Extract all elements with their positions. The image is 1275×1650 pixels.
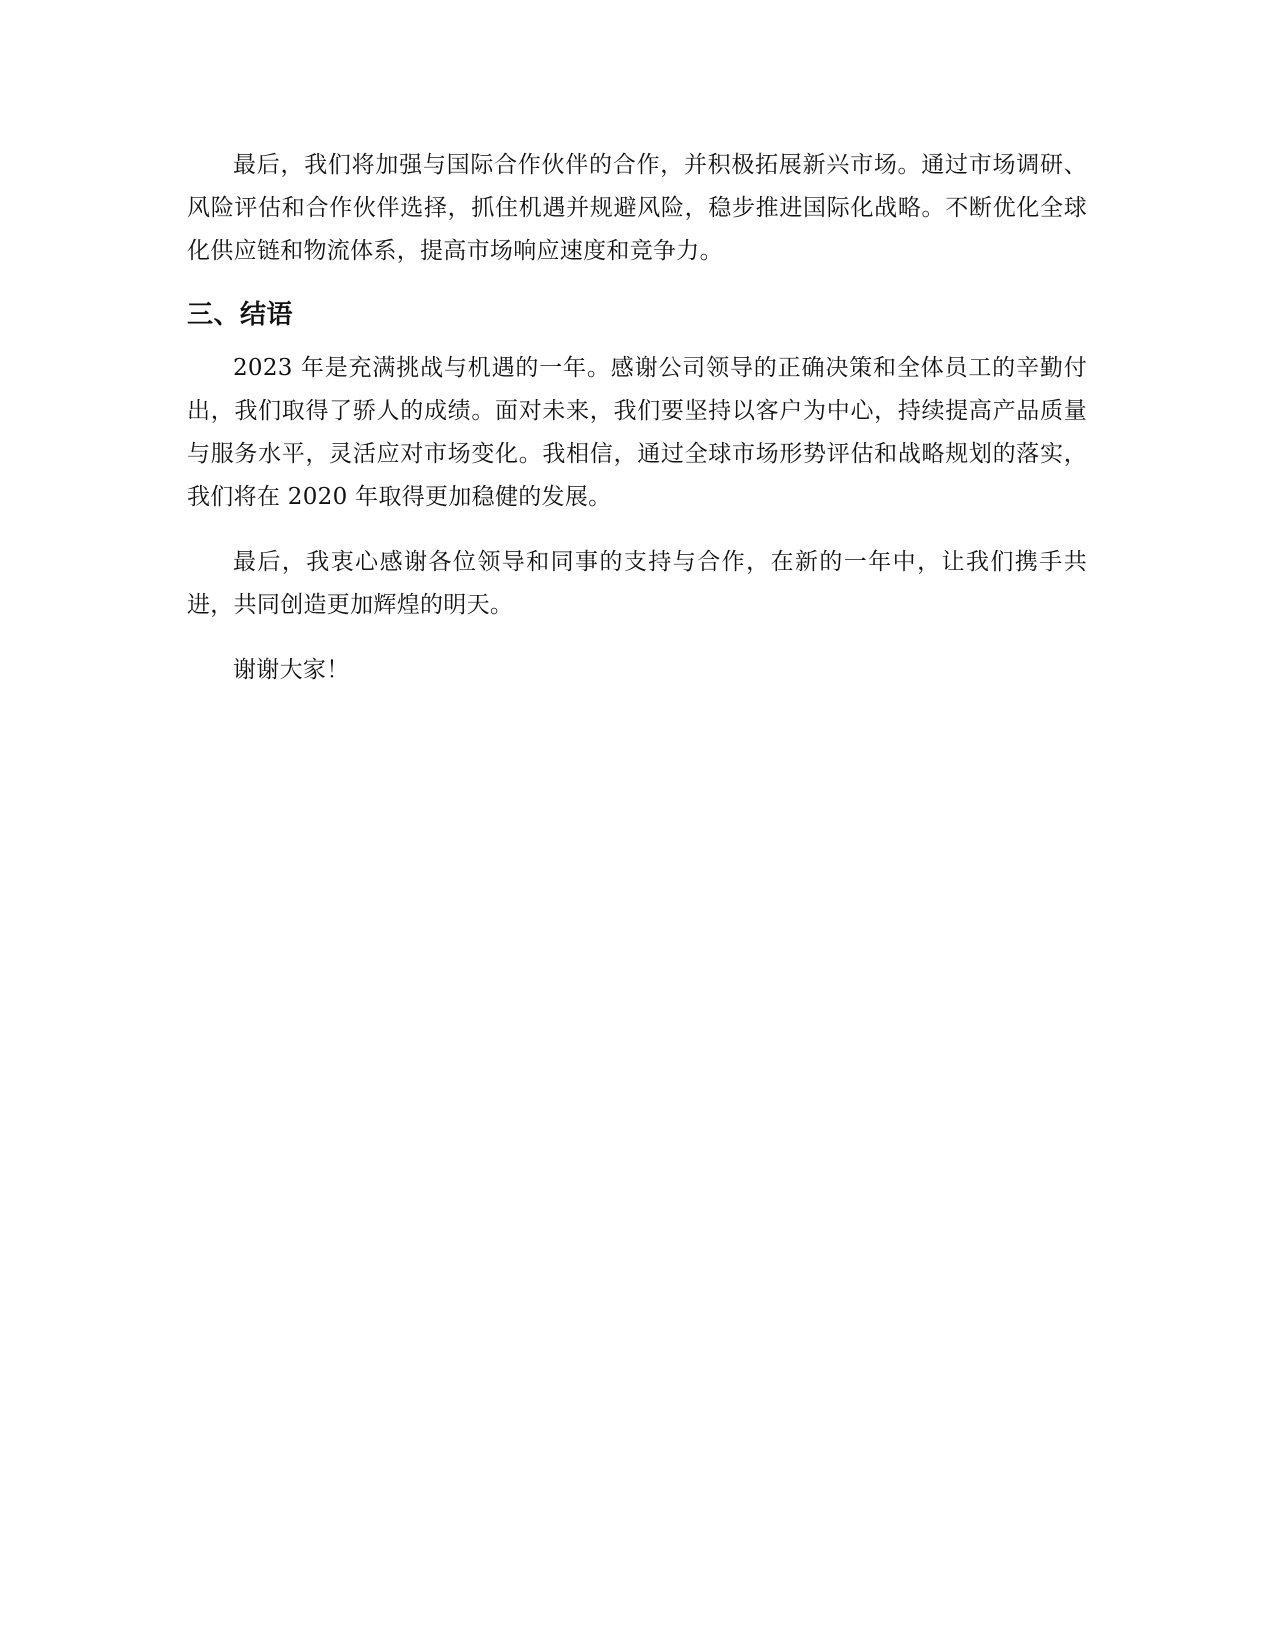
section-heading-conclusion: 三、结语 bbox=[187, 300, 294, 330]
paragraph-thanks: 最后，我衷心感谢各位领导和同事的支持与合作，在新的一年中，让我们携手共进，共同创造更加辉煌的明天。 bbox=[187, 549, 1087, 618]
paragraph-year-summary: 2023 年是充满挑战与机遇的一年。感谢公司领导的正确决策和全体员工的辛勤付出，我们取得了骄人的成绩。面对未来，我们要坚持以客户为中心，持续提高产品质量与服务水平，灵活应对市场变化。我相信，通过全球市场形势评估和战略规划的落实，我们将在 2020 年取得更加稳健的发展。 bbox=[187, 355, 1087, 510]
paragraph-international-cooperation: 最后，我们将加强与国际合作伙伴的合作，并积极拓展新兴市场。通过市场调研、风险评估和合作伙伴选择，抓住机遇并规避风险，稳步推进国际化战略。不断优化全球化供应链和物流体系，提高市场响应速度和竞争力。 bbox=[187, 152, 1087, 264]
closing-line: 谢谢大家！ bbox=[233, 657, 350, 683]
document-body bbox=[187, 144, 1087, 692]
